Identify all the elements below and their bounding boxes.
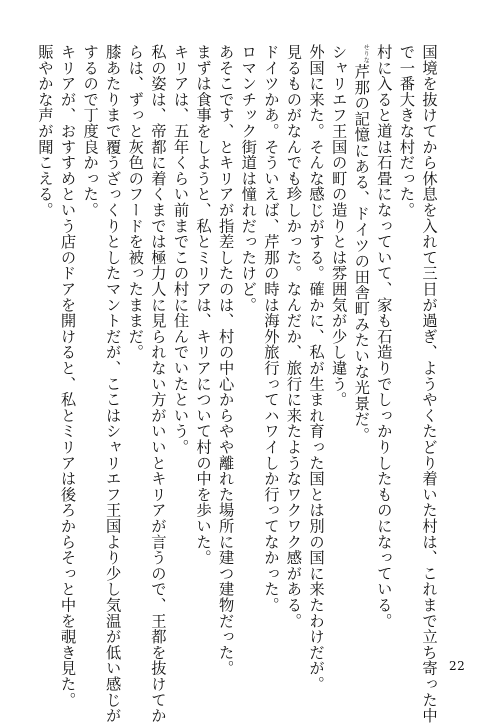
text-line: ドイツかあ。そういえば、芹那の時は海外旅行ってハワイしか行ってなかった。 — [261, 44, 280, 613]
text-line: キリアが、おすすめという店のドアを開けると、私とミリアは後ろからそっと中を覗き見た。 — [58, 44, 77, 708]
text-line: 見るものがなんでも珍しかった。なんだか、旅行に来たようなワクワク感がある。 — [284, 44, 303, 629]
text-line: ロマンチック街道は憧れだったけど。 — [239, 44, 258, 313]
text-line: 村に入ると道は石畳になっていて、家も石造りでしっかりしたものになっている。 — [374, 44, 393, 629]
text-line: 国境を抜けてから休息を入れて三日が過ぎ、ようやくたどり着いた村は、これまで立ち寄った中 — [420, 44, 438, 723]
text-line: するので丁度良かった。 — [81, 44, 100, 218]
vertical-body-text — [33, 44, 440, 723]
text-line: で一番大きな村だった。 — [397, 44, 416, 218]
text-line-with-ruby — [350, 44, 373, 634]
text-line: 芹那の記憶にある、ドイツの田舎町みたいな光景だ。 — [352, 63, 371, 443]
text-line: 賑やかな声が聞こえる。 — [35, 44, 54, 218]
text-line: らは、ずっと灰色のフードを被ったままだ。 — [126, 44, 145, 360]
text-line: 膝あたりまで覆うざっくりとしたマントだが、ここはシャリエフ王国より少し気温が低い感じが — [103, 44, 122, 723]
text-line: 外国に来た。そんな感じがする。確かに、私が生まれ育った国とは別の国に来たわけだが。 — [307, 44, 326, 692]
text-line: まずは食事をしようと、私とミリアは、キリアについて村の中を歩いた。 — [194, 44, 213, 566]
page-number: 22 — [449, 659, 466, 673]
text-line: シャリエフ王国の町の造りとは雰囲気が少し違う。 — [329, 44, 348, 408]
text-line: 私の姿は、帝都に着くまでは極力人に見られない方がいいとキリアが言うので、王都を抜けてか — [148, 44, 167, 723]
furigana-ruby: せりな — [362, 44, 370, 64]
text-line: キリアは、五年くらい前までこの村に住んでいたという。 — [171, 44, 190, 455]
text-line: あそこです、とキリアが指差したのは、村の中心からやや離れた場所に建つ建物だった。 — [216, 44, 235, 676]
